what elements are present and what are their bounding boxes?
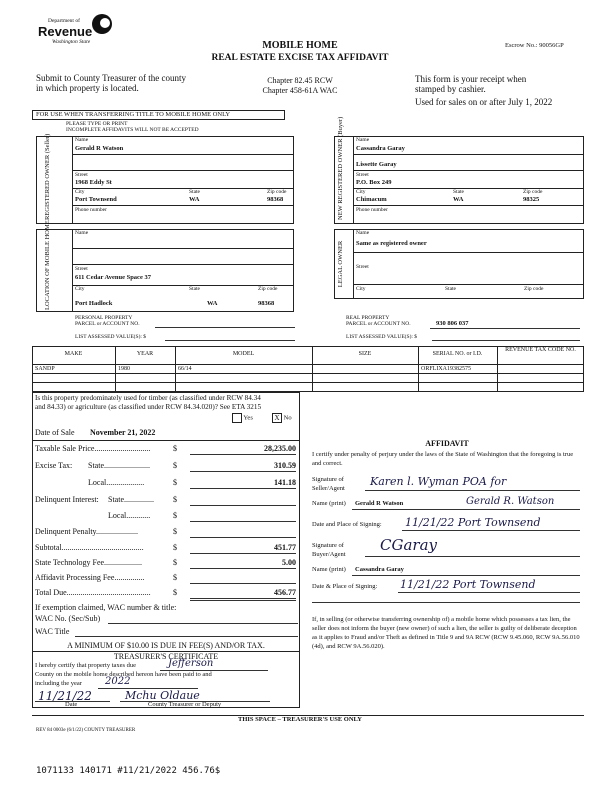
vehicle-serial: ORFLIXA19382575 [421, 366, 472, 372]
state-dollar: $ [173, 461, 177, 470]
seller-city-label: City [75, 189, 85, 195]
penalty-label: Delinquent Penalty..................... [35, 527, 139, 536]
penalty-dollar: $ [173, 527, 177, 536]
real-parcel-label: PARCEL or ACCOUNT NO. [346, 321, 411, 327]
notice-banner: FOR USE WHEN TRANSFERRING TITLE TO MOBILE HOME ONLY [36, 111, 231, 118]
sale-date-label: Date of Sale [35, 428, 75, 437]
excise-local-label: Local................... [88, 478, 145, 487]
buyer-phone-label: Phone number [356, 207, 388, 213]
tech-fee-label: State Technology Fee................... [35, 558, 143, 567]
seller-state: WA [189, 196, 200, 203]
subtotal-dollar: $ [173, 543, 177, 552]
legal-owner-name: Same as registered owner [356, 240, 427, 247]
affidavit-dollar: $ [173, 573, 177, 582]
col-revenue-code: REVENUE TAX CODE NO. [505, 347, 576, 353]
minimum-fee-note: A MINIMUM OF $10.00 IS DUE IN FEE(S) AND/OR TAX. [67, 641, 265, 650]
col-model: MODEL [232, 351, 255, 357]
local-dollar: $ [173, 478, 177, 487]
buyer-street-label: Street [356, 172, 369, 178]
cashier-receipt-line: 1071133 140171 #11/21/2022 456.76$ [36, 766, 221, 776]
seller-signature-label: Signature of Seller/Agent [312, 476, 345, 492]
real-assessed-label: LIST ASSESSED VALUE(S): $ [346, 334, 418, 340]
legal-city-label: City [356, 286, 366, 292]
wac-number-label: WAC No. (Sec/Sub) [35, 614, 101, 623]
certificate-date: 11/21/22 [38, 689, 92, 703]
treasurer-use-only: THIS SPACE – TREASURER'S USE ONLY [238, 716, 362, 723]
col-size: SIZE [358, 351, 372, 357]
buyer-state: WA [453, 196, 464, 203]
col-serial: SERIAL NO. or I.D. [432, 351, 483, 357]
seller-date-place-label: Date and Place of Signing: [312, 521, 382, 528]
buyer-signature: CGaray [380, 536, 437, 554]
location-zip: 98368 [258, 300, 275, 307]
affidavit-fee-label: Affidavit Processing Fee............... [35, 573, 145, 582]
subtotal-label: Subtotal......................................... [35, 543, 144, 552]
buyer-zip-label: Zip code [523, 189, 543, 195]
legal-street-label: Street [356, 264, 369, 270]
certificate-by-label: County Treasurer or Deputy [148, 701, 222, 708]
seller-date-place: 11/21/22 Port Townsend [405, 516, 541, 529]
exemption-label: If exemption claimed, WAC number & title: [35, 603, 177, 612]
timber-question: Is this property predominately used for timber (as classified under RCW 84.34 and 84.33) or agriculture (as classified under RCW 84.34.020)? See ETA 3215 [35, 394, 262, 411]
certificate-text1: I hereby certify that property taxes due [35, 662, 137, 669]
seller-zip-label: Zip code [267, 189, 287, 195]
excise-label: Excise Tax: [35, 461, 73, 470]
used-for-note: Used for sales on or after July 1, 2022 [415, 97, 553, 107]
location-city-label: City [75, 286, 85, 292]
notice-line2: INCOMPLETE AFFIDAVITS WILL NOT BE ACCEPTED [66, 127, 199, 133]
timber-yes-label: Yes [243, 414, 253, 422]
delinquent-state-label: State............... [108, 495, 154, 504]
notice-line1: PLEASE TYPE OR PRINT [66, 121, 128, 127]
col-make: MAKE [64, 351, 83, 357]
seller-state-label: State [189, 189, 200, 195]
certificate-title: TREASURER'S CERTIFICATE [113, 652, 219, 661]
seller-signature: Karen l. Wyman POA for [370, 475, 507, 488]
delinquent-local-label: Local............ [108, 511, 151, 520]
buyer-street: P.O. Box 249 [356, 179, 392, 186]
sale-date: November 21, 2022 [90, 428, 156, 437]
buyer-print-label: Name (print) [312, 566, 346, 573]
location-zip-label: Zip code [258, 286, 278, 292]
buyer-print-name: Cassandra Garay [355, 566, 404, 573]
buyer-city-label: City [356, 189, 366, 195]
wac-title-label: WAC Title [35, 627, 70, 636]
seller-street: 1968 Eddy St [75, 179, 112, 186]
location-state: WA [207, 300, 218, 307]
legal-state-label: State [445, 286, 456, 292]
price-label: Taxable Sale Price............................ [35, 444, 151, 453]
seller-side-label: REGISTERED OWNER (Seller) [44, 133, 51, 220]
buyer-name-1: Cassandra Garay [356, 145, 405, 152]
subtotal-value: 451.77 [274, 543, 296, 552]
delinquent-interest-label: Delinquent Interest: [35, 495, 99, 504]
personal-parcel-label: PARCEL or ACCOUNT NO. [75, 321, 140, 327]
vehicle-model: 66/14 [178, 366, 192, 372]
form-subtitle: REAL ESTATE EXCISE TAX AFFIDAVIT [211, 53, 389, 63]
escrow-number: Escrow No.: 90056GP [505, 42, 564, 49]
treasurer-signature: Mchu Oldaue [125, 689, 200, 702]
legal-name-label: Name [356, 230, 370, 236]
certificate-county: Jefferson [168, 658, 214, 669]
timber-yes[interactable] [230, 413, 253, 423]
timber-no[interactable] [270, 413, 292, 423]
seller-name: Gerald R Watson [75, 145, 124, 152]
receipt-note: This form is your receipt when stamped by cashier. [415, 74, 527, 94]
vehicle-year: 1980 [118, 366, 130, 372]
buyer-date-place: 11/21/22 Port Townsend [400, 578, 536, 591]
seller-zip: 98368 [267, 196, 284, 203]
dept-line3: Washington State [52, 39, 91, 45]
timber-no-label: No [283, 414, 292, 422]
personal-assessed-label: LIST ASSESSED VALUE(S): $ [75, 334, 147, 340]
form-title: MOBILE HOME [262, 40, 338, 51]
location-city: Port Hadlock [75, 300, 113, 307]
real-property-label: REAL PROPERTY [346, 315, 390, 321]
tech-dollar: $ [173, 558, 177, 567]
excise-state-label: State....................... [88, 461, 150, 470]
delinq-local-dollar: $ [173, 511, 177, 520]
fraud-warning: If, in selling (or otherwise transferring ownership of) a mobile home which possesses a tax lien, the seller does not inform the buyer (new owner) of such a lien, the seller is guilty of deliberate deception as it applies to Fraud and/or Theft as defined in Title 9 and 9A RCW (RCW 9.45.060, RCW 9A.56.010 (4d), and RCW 9A.56.020). [312, 616, 580, 650]
submit-instructions: Submit to County Treasurer of the county in which property is located. [36, 73, 186, 93]
tech-fee-value: 5.00 [282, 558, 296, 567]
buyer-zip: 98325 [523, 196, 540, 203]
chapter-wac: Chapter 458-61A WAC [262, 86, 338, 95]
location-street: 611 Cedar Avenue Space 37 [75, 274, 151, 281]
seller-city: Port Townsend [75, 196, 117, 203]
location-side-label: LOCATION OF MOBILE HOME [44, 220, 51, 310]
revenue-logo-mark-cut [100, 18, 110, 28]
buyer-name-2: Lissette Garay [356, 161, 397, 168]
certificate-text3: including the year [35, 680, 82, 687]
timber-no-checkbox[interactable]: X [272, 413, 282, 423]
seller-print-name: Gerald R Watson [355, 500, 404, 507]
price-dollar: $ [173, 444, 177, 453]
vehicle-make: SANDP [35, 366, 55, 372]
legal-zip-label: Zip code [524, 286, 544, 292]
buyer-city: Chimacum [356, 196, 387, 203]
affidavit-text: I certify under penalty of perjury under the laws of the State of Washington that the foregoing is true and correct. [312, 451, 574, 467]
seller-phone-label: Phone number [75, 207, 107, 213]
buyer-name-label: Name [356, 137, 370, 143]
total-due-label: Total Due.......................................... [35, 588, 151, 597]
certificate-year: 2022 [105, 676, 131, 687]
buyer-date-place-label: Date & Place of Signing: [312, 583, 378, 590]
location-street-label: Street [75, 266, 88, 272]
buyer-signature-label: Signature of Buyer/Agent [312, 542, 346, 558]
chapter-rcw: Chapter 82.45 RCW [267, 76, 333, 85]
excise-local-value: 141.18 [274, 478, 296, 487]
location-state-label: State [189, 286, 200, 292]
timber-yes-checkbox[interactable] [232, 413, 242, 423]
dept-line1: Department of [48, 18, 80, 24]
certificate-date-label: Date [65, 701, 78, 708]
real-parcel-number: 930 806 037 [436, 320, 469, 327]
seller-name-label: Name [75, 137, 89, 143]
legal-side-label: LEGAL OWNER [337, 240, 344, 288]
price-value: 28,235.00 [264, 444, 296, 453]
seller-print-label: Name (print) [312, 500, 346, 507]
excise-state-value: 310.59 [274, 461, 296, 470]
col-year: YEAR [136, 351, 154, 357]
seller-print-handwritten: Gerald R. Watson [466, 496, 555, 507]
affidavit-title: AFFIDAVIT [425, 439, 469, 448]
location-name-label: Name [75, 230, 89, 236]
form-revision: REV 84 0003e (6/1/22) COUNTY TREASURER [36, 728, 136, 733]
total-due-value: 456.77 [274, 588, 296, 597]
total-dollar: $ [173, 588, 177, 597]
dept-line2: Revenue [38, 24, 93, 39]
buyer-state-label: State [453, 189, 464, 195]
buyer-side-label: NEW REGISTERED OWNER (Buyer) [337, 116, 344, 220]
delinq-state-dollar: $ [173, 495, 177, 504]
certificate-text2: County on the mobile home described hereon have been paid to and [35, 671, 212, 678]
personal-property-label: PERSONAL PROPERTY [75, 315, 133, 321]
seller-street-label: Street [75, 172, 88, 178]
